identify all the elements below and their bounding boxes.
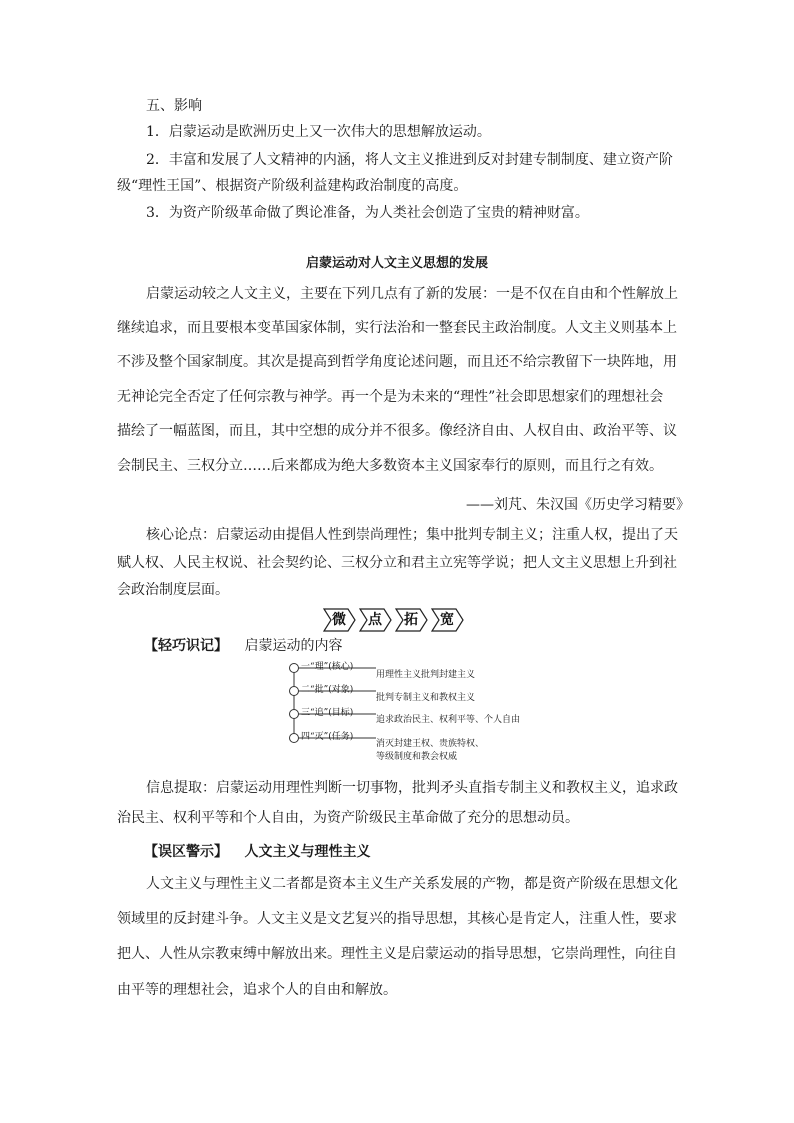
banner-chevron <box>430 608 464 632</box>
banner-chevron <box>358 608 392 632</box>
diagram-right-label: 批判专制主义和教权主义 <box>376 693 476 703</box>
banner-chevron <box>322 608 356 632</box>
core-line: 会政治制度层面。 <box>117 582 229 598</box>
banner-chevron <box>394 608 428 632</box>
section-item-1: 1．启蒙运动是欧洲历史上又一次伟大的思想解放运动。 <box>146 124 491 140</box>
diagram-right-label: 用理性主义批判封建主义 <box>376 670 476 680</box>
diagram-node-icon <box>289 686 299 696</box>
section-item-2: 2．丰富和发展了人文精神的内涵，将人文主义推进到反对封建专制制度、建立资产阶 <box>146 152 673 168</box>
section-item-2-cont: 级“理性王国”、根据资产阶级利益建构政治制度的高度。 <box>117 178 468 194</box>
article-title: 启蒙运动对人文主义思想的发展 <box>305 256 488 271</box>
banner-char: 宽 <box>440 612 454 628</box>
warning-line: 把人、人性从宗教束缚中解放出来。理性主义是启蒙运动的指导思想，它崇尚理性，向往自 <box>117 946 677 962</box>
section-heading: 五、影响 <box>146 98 202 114</box>
diagram-right-label: 消灭封建王权、贵族特权、 <box>376 739 485 749</box>
section-item-3: 3．为资产阶级革命做了舆论准备，为人类社会创造了宝贵的精神财富。 <box>146 205 589 221</box>
memo-tag: 【轻巧识记】 <box>144 638 228 654</box>
warning-line: 人文主义与理性主义二者都是资本主义生产关系发展的产物，都是资产阶级在思想文化 <box>146 876 678 892</box>
warning-heading <box>144 838 704 866</box>
banner-char: 微 <box>332 612 346 628</box>
diagram-node-icon <box>289 709 299 719</box>
article-line: 会制民主、三权分立……后来都成为绝大多数资本主义国家奉行的原则，而且行之有效。 <box>117 458 663 474</box>
diagram-left-label: 三“追”(目标) <box>301 708 354 718</box>
memo-heading <box>144 632 704 660</box>
warning-title: 人文主义与理性主义 <box>244 844 371 860</box>
core-line: 赋人权、人民主权说、社会契约论、三权分立和君主立宪等学说；把人文主义思想上升到社 <box>117 555 677 571</box>
warning-tag: 【误区警示】 <box>144 844 228 860</box>
diagram-left-label: 二“批”(对象) <box>301 685 354 695</box>
diagram-left-label: 四“灭”(任务) <box>301 732 354 742</box>
article-line: 启蒙运动较之人文主义，主要在下列几点有了新的发展：一是不仅在自由和个性解放上 <box>146 286 678 302</box>
diagram-right-label: 等级制度和教会权威 <box>376 752 458 762</box>
section-banner <box>322 608 466 632</box>
diagram-left-label: 一“理”(核心) <box>301 662 354 672</box>
article-line: 继续追求，而且要根本变革国家体制，实行法治和一整套民主政治制度。人文主义则基本上 <box>117 320 677 336</box>
article-source: ——刘芃、朱汉国《历史学习精要》 <box>466 497 690 513</box>
memo-title: 启蒙运动的内容 <box>244 638 343 654</box>
diagram-node-icon <box>289 733 299 743</box>
banner-char: 点 <box>368 612 382 628</box>
article-line: 无神论完全否定了任何宗教与神学。再一个是为未来的“理性”社会即思想家们的理想社会 <box>117 389 664 405</box>
diagram-node-icon <box>289 663 299 673</box>
warning-line: 领域里的反封建斗争。人文主义是文艺复兴的指导思想，其核心是肯定人，注重人性，要求 <box>117 911 677 927</box>
diagram-right-label: 追求政治民主、权利平等、个人自由 <box>376 715 521 725</box>
info-line: 治民主、权利平等和个人自由，为资产阶级民主革命做了充分的思想动员。 <box>117 810 579 826</box>
info-line: 信息提取：启蒙运动用理性判断一切事物，批判矛头直指专制主义和教权主义，追求政 <box>146 780 678 796</box>
warning-line: 由平等的理想社会，追求个人的自由和解放。 <box>117 982 397 998</box>
article-line: 描绘了一幅蓝图，而且，其中空想的成分并不很多。像经济自由、人权自由、政治平等、议 <box>117 423 677 439</box>
banner-char: 拓 <box>404 612 418 628</box>
core-line: 核心论点：启蒙运动由提倡人性到崇尚理性；集中批判专制主义；注重人权，提出了天 <box>146 527 678 543</box>
article-line: 不涉及整个国家制度。其次是提高到哲学角度论述问题，而且还不给宗教留下一块阵地，用 <box>117 354 677 370</box>
